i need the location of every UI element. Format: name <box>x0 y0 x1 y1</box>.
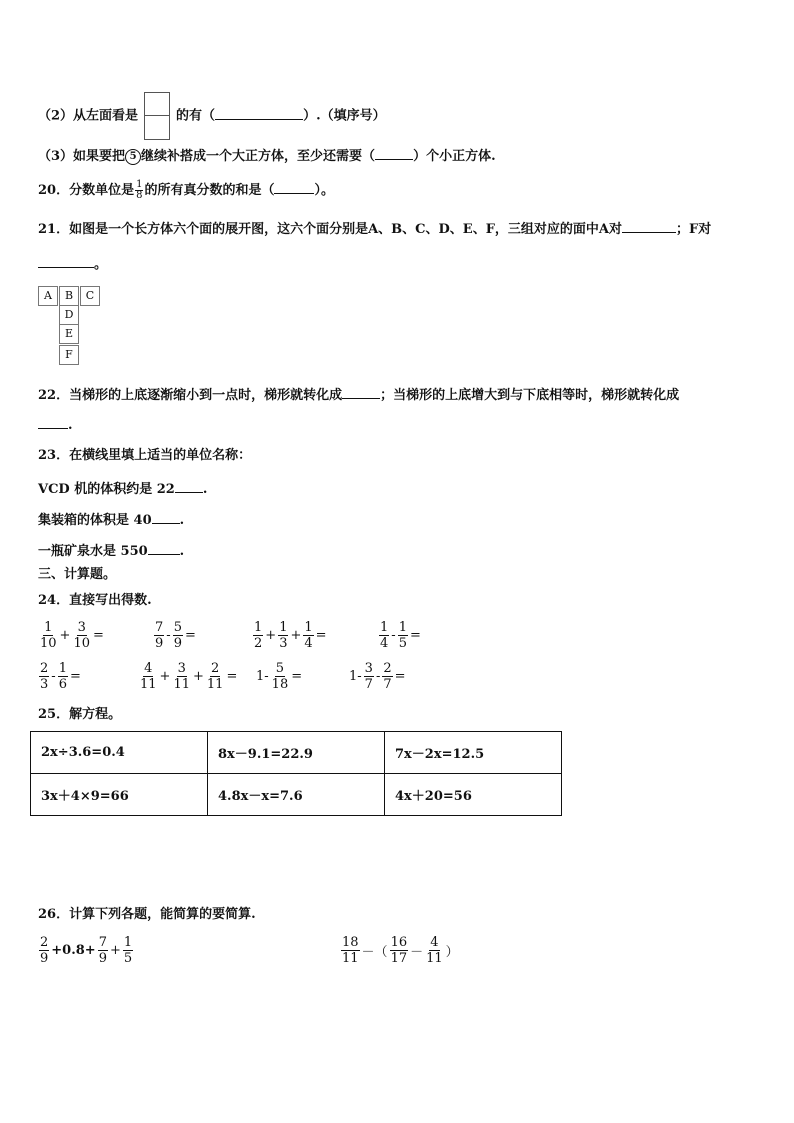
q19-part3-prefix: （3）如果要把 <box>38 149 126 164</box>
numerator: 2 <box>40 661 49 676</box>
denominator: 3 <box>40 677 49 692</box>
q24-title: 24．直接写出得数. <box>38 593 152 608</box>
answer-blank[interactable] <box>375 146 413 160</box>
net-face-d: D <box>59 305 79 325</box>
minus-sign: - <box>375 669 381 684</box>
q20-suffix: 的所有真分数的和是（ <box>144 183 275 198</box>
numerator: 5 <box>173 620 182 635</box>
q21-mid: ；F对 <box>676 222 712 237</box>
plus-sign: + <box>290 628 302 643</box>
operator: +0.8+ <box>51 943 96 958</box>
plus-sign: + <box>265 628 277 643</box>
denominator: 11 <box>206 677 224 692</box>
q22-line2 <box>38 415 73 434</box>
q23-a-text: VCD 机的体积约是 22 <box>38 482 175 497</box>
plus-sign: + <box>59 628 71 643</box>
period: . <box>179 544 185 559</box>
q19-part3-end: ）个小正方体. <box>413 149 496 164</box>
denominator: 7 <box>364 677 373 692</box>
fraction <box>98 935 108 966</box>
q19-part2-suffix: 的有（ <box>176 108 216 124</box>
net-face-a: A <box>38 286 58 306</box>
q19-part3-mid: 继续补搭成一个大正方体，至少还需要（ <box>141 149 376 164</box>
q24-expr-5 <box>38 661 82 692</box>
equals-sign: = <box>69 669 81 684</box>
q19-part2 <box>38 92 386 140</box>
table-row <box>31 732 562 774</box>
q23-item-a <box>38 479 207 498</box>
q26-title: 26．计算下列各题，能简算的要简算. <box>38 907 256 922</box>
numerator: 1 <box>398 620 407 635</box>
equals-sign: = <box>315 628 327 643</box>
net-face-b: B <box>59 286 79 306</box>
numerator: 1 <box>254 620 263 635</box>
numerator: 4 <box>430 935 439 950</box>
numerator: 16 <box>390 935 408 950</box>
numerator: 18 <box>342 935 359 950</box>
fraction <box>425 935 444 966</box>
denominator: 9 <box>155 636 164 651</box>
denominator: 4 <box>304 636 313 651</box>
q23-item-b <box>38 510 184 529</box>
numerator: 1 <box>380 620 389 635</box>
fraction <box>123 935 133 966</box>
fraction <box>382 661 392 692</box>
q21-text: 21．如图是一个长方体六个面的展开图，这六个面分别是A、B、C、D、E、F，三组对应的面中A对 <box>38 222 623 237</box>
fraction <box>139 661 158 692</box>
q23-title: 23．在横线里填上适当的单位名称： <box>38 448 252 463</box>
minus-sign: - <box>166 628 171 643</box>
equation-cell: 3x＋4×9=66 <box>31 774 208 816</box>
denominator: 11 <box>173 677 190 692</box>
q24-expr-3 <box>252 620 328 651</box>
denominator: 4 <box>380 636 389 651</box>
numerator: 3 <box>77 620 86 635</box>
numerator: 1 <box>136 179 143 190</box>
fraction <box>341 935 360 966</box>
operator: －（ <box>361 945 388 960</box>
answer-blank[interactable] <box>38 415 68 429</box>
fraction <box>206 661 225 692</box>
q23-c-text: 一瓶矿泉水是 550 <box>38 544 148 559</box>
minus-sign: － <box>410 945 424 960</box>
plus-sign: + <box>109 943 121 958</box>
denominator: 17 <box>390 951 408 966</box>
denominator: 10 <box>73 636 90 651</box>
answer-blank[interactable] <box>622 219 676 233</box>
answer-blank[interactable] <box>38 254 94 268</box>
equals-sign: = <box>291 669 303 684</box>
minus-sign: - <box>391 628 396 643</box>
q19-part2-prefix: （2）从左面看是 <box>38 108 139 124</box>
denominator: 9 <box>40 951 49 966</box>
q22-end: . <box>68 418 73 433</box>
fraction <box>271 661 290 692</box>
question-22 <box>38 385 679 404</box>
equals-sign: = <box>184 628 196 643</box>
question-20 <box>38 180 334 201</box>
equals-sign: = <box>93 628 104 643</box>
fraction <box>398 620 408 651</box>
q24-expr-4 <box>378 620 422 651</box>
fraction <box>72 620 91 651</box>
numerator: 3 <box>177 661 186 676</box>
fraction <box>303 620 313 651</box>
numerator: 7 <box>155 620 164 635</box>
equation-cell: 4x＋20=56 <box>385 774 562 816</box>
denominator: 11 <box>342 951 359 966</box>
numerator: 2 <box>383 661 392 676</box>
denominator: 5 <box>398 636 407 651</box>
answer-blank[interactable] <box>342 385 380 399</box>
period: . <box>179 513 185 528</box>
denominator: 11 <box>426 951 443 966</box>
net-face-c: C <box>80 286 100 306</box>
table-row <box>31 774 562 816</box>
fraction <box>39 620 58 651</box>
numerator: 1 <box>279 620 288 635</box>
one-minus: 1- <box>349 669 362 684</box>
question-21 <box>38 219 711 238</box>
denominator: 7 <box>383 677 392 692</box>
fraction <box>58 661 68 692</box>
q24-expr-7 <box>255 661 303 692</box>
numerator: 1 <box>44 620 53 635</box>
left-view-figure <box>144 92 170 140</box>
q22-text: 22．当梯形的上底逐渐缩小到一点时，梯形就转化成 <box>38 388 343 403</box>
q25-title: 25．解方程。 <box>38 707 122 722</box>
equals-sign: = <box>394 669 406 684</box>
answer-blank[interactable] <box>148 541 180 555</box>
fraction <box>39 661 49 692</box>
equation-cell: 8x－9.1=22.9 <box>208 732 385 774</box>
answer-blank[interactable] <box>175 479 203 493</box>
net-face-f: F <box>59 345 79 365</box>
fraction <box>39 935 49 966</box>
fraction <box>364 661 374 692</box>
numerator: 2 <box>211 661 220 676</box>
numerator: 7 <box>98 935 107 950</box>
q22-mid: ；当梯形的上底增大到与下底相等时，梯形就转化成 <box>380 388 680 403</box>
numerator: 5 <box>275 661 285 676</box>
minus-sign: - <box>51 669 56 684</box>
q23-b-text: 集装箱的体积是 40 <box>38 513 152 528</box>
denominator: 10 <box>40 636 57 651</box>
q19-part3 <box>38 146 496 165</box>
q21-end: 。 <box>94 257 108 272</box>
fraction <box>253 620 263 651</box>
plus-sign: + <box>193 669 204 684</box>
q24-expr-2 <box>153 620 197 651</box>
denominator: 9 <box>98 951 107 966</box>
answer-blank[interactable] <box>152 510 180 524</box>
q20-end: ）。 <box>314 183 334 198</box>
fraction <box>278 620 288 651</box>
fraction <box>390 935 409 966</box>
q26-expr-2 <box>340 935 460 966</box>
numerator: 1 <box>304 620 313 635</box>
answer-blank[interactable] <box>274 180 314 194</box>
fraction <box>172 661 191 692</box>
one-minus: 1- <box>256 669 269 684</box>
q19-part2-end: ）.（填序号） <box>303 108 386 124</box>
q23-item-c <box>38 541 184 560</box>
fraction <box>154 620 164 651</box>
equals-sign: = <box>226 669 238 684</box>
fraction <box>379 620 389 651</box>
equation-table <box>30 731 562 816</box>
fraction <box>135 180 143 201</box>
answer-blank[interactable] <box>215 106 303 120</box>
denominator: 6 <box>58 677 67 692</box>
denominator: 8 <box>136 190 143 201</box>
q24-expr-8 <box>348 661 407 692</box>
numerator: 4 <box>144 661 153 676</box>
denominator: 3 <box>279 636 288 651</box>
equation-cell: 2x÷3.6=0.4 <box>31 732 208 774</box>
period: . <box>202 482 208 497</box>
section-title: 三、计算题。 <box>38 567 117 582</box>
equation-cell: 7x－2x=12.5 <box>385 732 562 774</box>
equation-cell: 4.8x－x=7.6 <box>208 774 385 816</box>
q20-prefix: 20．分数单位是 <box>38 183 135 198</box>
q21-line2 <box>38 254 107 273</box>
plus-sign: + <box>159 669 171 684</box>
numerator: 3 <box>364 661 373 676</box>
denominator: 5 <box>123 951 133 966</box>
denominator: 11 <box>140 677 157 692</box>
close-paren: ） <box>445 945 459 960</box>
denominator: 9 <box>173 636 182 651</box>
q24-expr-1 <box>38 620 105 651</box>
net-face-e: E <box>59 324 79 344</box>
denominator: 2 <box>254 636 263 651</box>
numerator: 1 <box>58 661 67 676</box>
denominator: 18 <box>271 677 289 692</box>
circled-number: 5 <box>125 149 141 165</box>
equals-sign: = <box>409 628 421 643</box>
q26-expr-1 <box>38 935 134 966</box>
numerator: 1 <box>123 935 133 950</box>
numerator: 2 <box>40 935 49 950</box>
q24-expr-6 <box>138 661 238 692</box>
fraction <box>173 620 183 651</box>
